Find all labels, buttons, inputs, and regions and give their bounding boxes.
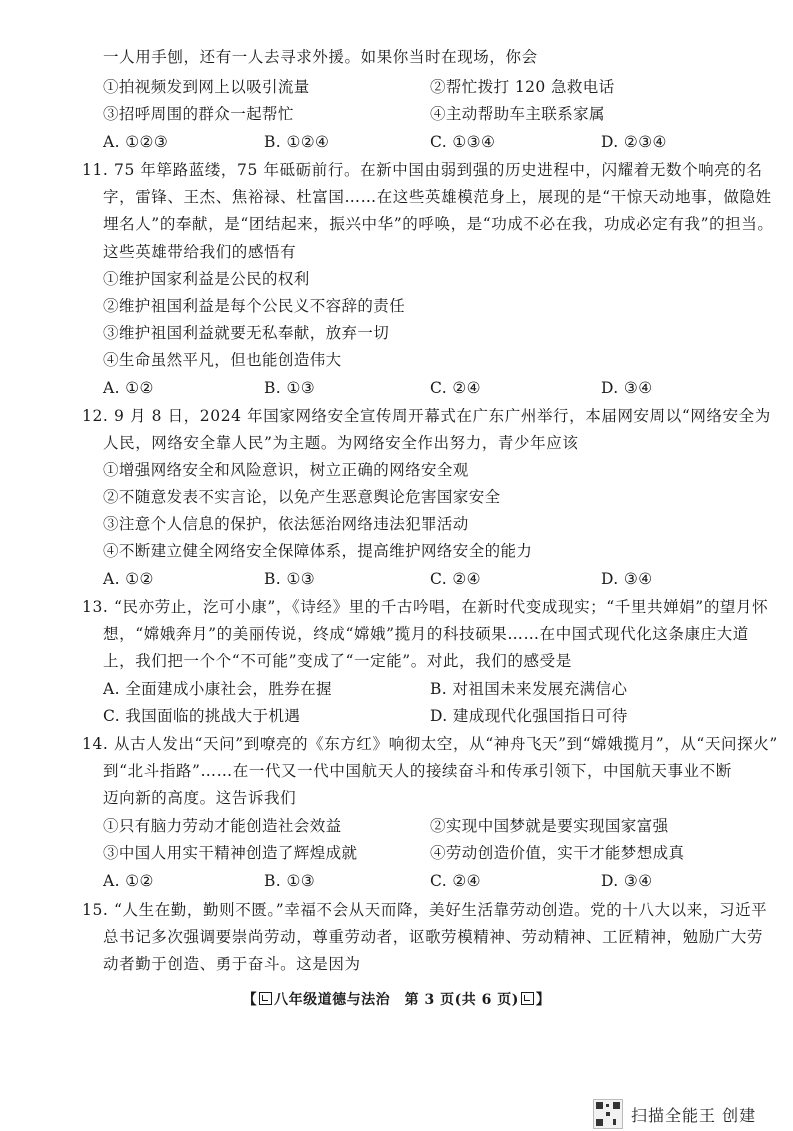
q14-stem-line-3: 迈向新的高度。这告诉我们 xyxy=(103,789,297,807)
qr-code-icon xyxy=(593,1099,623,1129)
q11-statement-1: ①维护国家利益是公民的权利 xyxy=(103,270,310,288)
page-footer xyxy=(0,989,793,1009)
q10-option-a: A. ①②③ xyxy=(103,133,169,151)
q14-statement-2: ②实现中国梦就是要实现国家富强 xyxy=(430,817,669,835)
q12-option-b: B. ①③ xyxy=(264,570,316,588)
q14-statement-3: ③中国人用实干精神创造了辉煌成就 xyxy=(103,844,358,862)
q15-stem-line-1: 15. “人生在勤，勤则不匮。”幸福不会从天而降，美好生活靠劳动创造。党的十八大以来，习近平 xyxy=(82,901,768,919)
q13-option-a: A. 全面建成小康社会，胜券在握 xyxy=(103,680,332,698)
q13-option-d: D. 建成现代化强国指日可待 xyxy=(430,707,628,725)
q11-stem-line-4: 这些英雄带给我们的感悟有 xyxy=(103,243,297,261)
q10-statement-1: ①拍视频发到网上以吸引流量 xyxy=(103,78,310,96)
q10-option-c: C. ①③④ xyxy=(430,133,496,151)
q11-statement-2: ②维护祖国利益是每个公民义不容辞的责任 xyxy=(103,297,406,315)
q10-statement-2: ②帮忙拨打 120 急救电话 xyxy=(430,78,615,96)
q12-option-c: C. ②④ xyxy=(430,570,481,588)
q15-stem-line-2: 总书记多次强调要崇尚劳动，尊重劳动者，讴歌劳模精神、劳动精神、工匠精神，勉励广大劳 xyxy=(103,928,764,946)
q11-stem-line-3: 埋名人”的奉献，是“团结起来，振兴中华”的呼唤，是“功成不必在我，功成必定有我”的担当。 xyxy=(103,215,774,233)
q12-statement-2: ②不随意发表不实言论，以免产生恶意舆论危害国家安全 xyxy=(103,488,501,506)
q12-statement-3: ③注意个人信息的保护，依法惩治网络违法犯罪活动 xyxy=(103,515,469,533)
q14-statement-1: ①只有脑力劳动才能创造社会效益 xyxy=(103,817,342,835)
q13-option-c: C. 我国面临的挑战大于机遇 xyxy=(103,707,301,725)
q11-option-b: B. ①③ xyxy=(264,379,316,397)
footer-page-info: 八年级道德与法治 第 3 页(共 6 页) xyxy=(274,992,519,1008)
footer-bracket-open: 【 xyxy=(242,992,258,1008)
q11-option-c: C. ②④ xyxy=(430,379,481,397)
q10-statement-3: ③招呼周围的群众一起帮忙 xyxy=(103,105,294,123)
q15-stem-line-3: 动者勤于创造、勇于奋斗。这是因为 xyxy=(103,955,361,973)
q11-statement-3: ③维护祖国利益就要无私奉献，放弃一切 xyxy=(103,324,390,342)
q13-stem-line-3: 上，我们把一个个“不可能”变成了“一定能”。对此，我们的感受是 xyxy=(103,652,572,670)
q10-option-d: D. ②③④ xyxy=(601,133,667,151)
checkbox-mark-icon xyxy=(521,992,534,1005)
q14-option-d: D. ③④ xyxy=(601,872,653,890)
footer-bracket-close: 】 xyxy=(535,992,551,1008)
q12-statement-1: ①增强网络安全和风险意识，树立正确的网络安全观 xyxy=(103,461,469,479)
q11-stem-line-2: 字，雷锋、王杰、焦裕禄、杜富国……在这些英雄模范身上，展现的是“干惊天动地事，做隐姓 xyxy=(103,188,772,206)
q14-stem-line-1: 14. 从古人发出“天问”到嘹亮的《东方红》响彻太空，从“神舟飞天”到“嫦娥揽月”，从“天问探火” xyxy=(82,735,778,753)
q14-option-b: B. ①③ xyxy=(264,872,316,890)
watermark-text: 扫描全能王 创建 xyxy=(631,1105,757,1125)
q12-option-a: A. ①② xyxy=(103,570,154,588)
q11-statement-4: ④生命虽然平凡，但也能创造伟大 xyxy=(103,351,342,369)
q12-option-d: D. ③④ xyxy=(601,570,653,588)
q14-option-c: C. ②④ xyxy=(430,872,481,890)
q12-statement-4: ④不断建立健全网络安全保障体系，提高维护网络安全的能力 xyxy=(103,542,533,560)
q12-stem-line-1: 12. 9 月 8 日，2024 年国家网络安全宣传周开幕式在广东广州举行，本届网安周以“网络安全为 xyxy=(82,407,771,425)
q11-stem-line-1: 11. 75 年筚路蓝缕，75 年砥砺前行。在新中国由弱到强的历史进程中，闪耀着无数个响亮的名 xyxy=(82,161,763,179)
q11-option-d: D. ③④ xyxy=(601,379,653,397)
q13-option-b: B. 对祖国未来发展充满信心 xyxy=(430,680,628,698)
q12-stem-line-2: 人民，网络安全靠人民”为主题。为网络安全作出努力，青少年应该 xyxy=(103,434,579,452)
q13-stem-line-1: 13. “民亦劳止，汔可小康”，《诗经》里的千古吟唱，在新时代变成现实；“千里共婵娟”的望月怀 xyxy=(82,598,769,616)
q13-stem-line-2: 想，“嫦娥奔月”的美丽传说，终成“嫦娥”揽月的科技硕果……在中国式现代化这条康庄大道 xyxy=(103,625,749,643)
q14-option-a: A. ①② xyxy=(103,872,154,890)
q14-stem-line-2: 到“北斗指路”……在一代又一代中国航天人的接续奋斗和传承引领下，中国航天事业不断 xyxy=(103,762,732,780)
q10-stem-line: 一人用手刨，还有一人去寻求外援。如果你当时在现场，你会 xyxy=(103,48,538,66)
q10-option-b: B. ①②④ xyxy=(264,133,330,151)
q10-statement-4: ④主动帮助车主联系家属 xyxy=(430,105,605,123)
q14-statement-4: ④劳动创造价值，实干才能梦想成真 xyxy=(430,844,685,862)
checkbox-mark-icon xyxy=(259,992,272,1005)
scanner-watermark xyxy=(593,1097,756,1131)
q11-option-a: A. ①② xyxy=(103,379,154,397)
